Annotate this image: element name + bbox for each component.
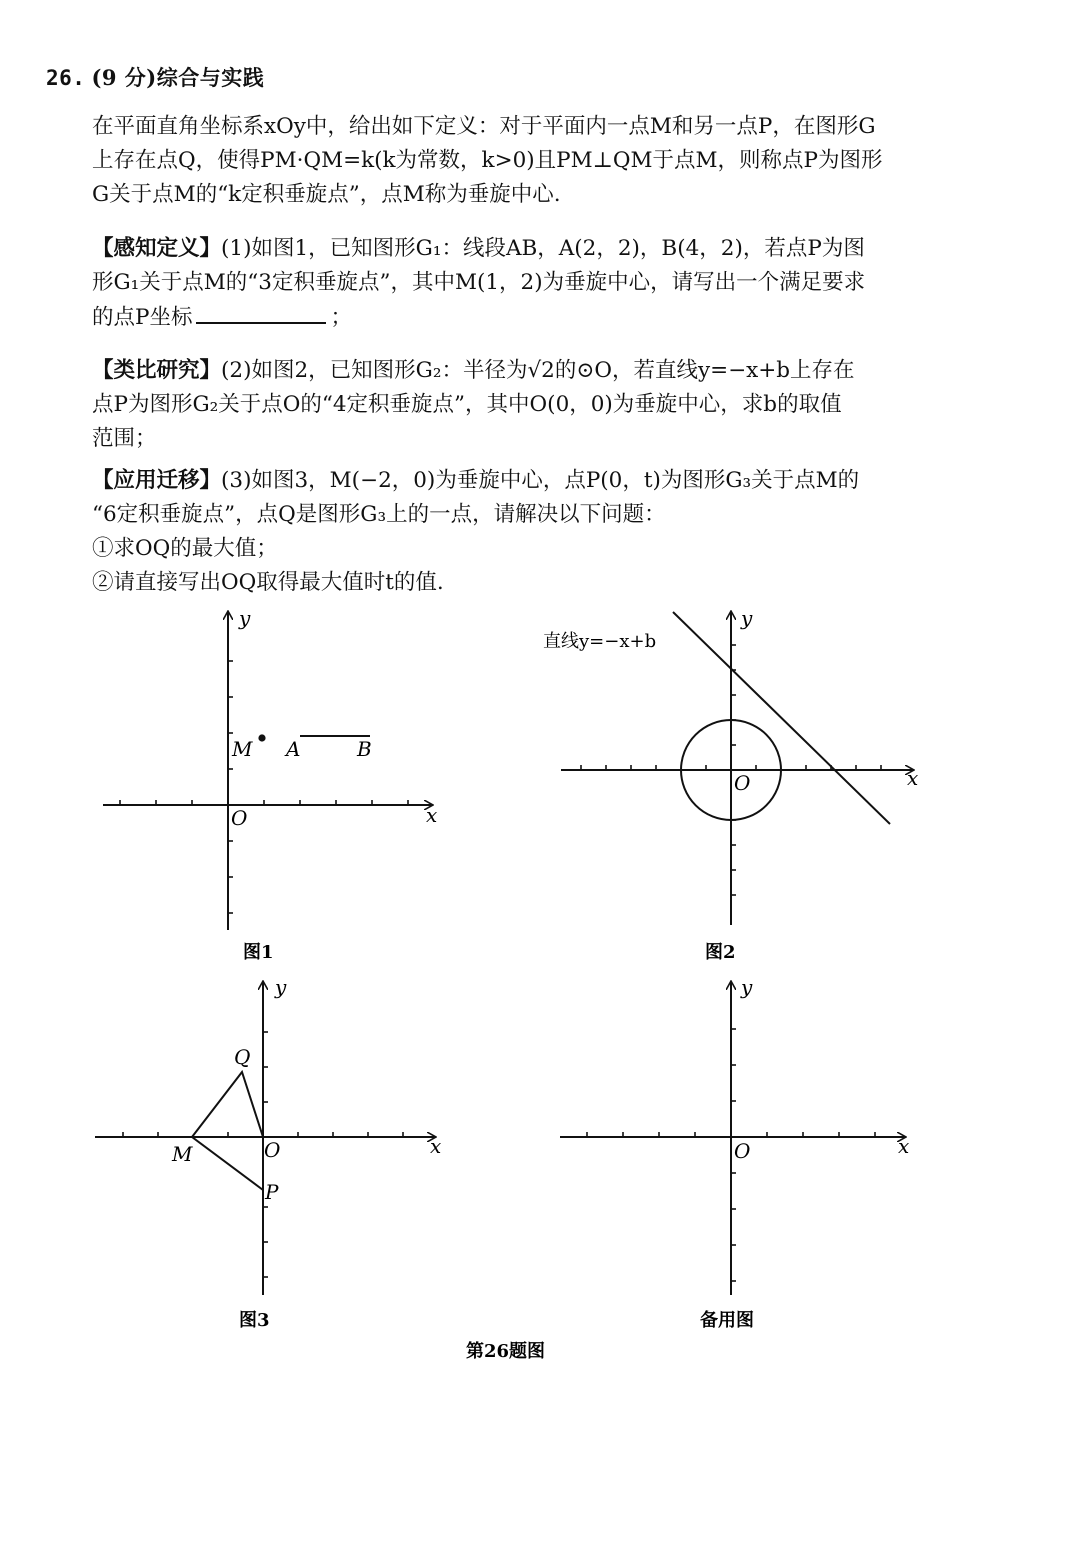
intro-line: 在平面直角坐标系xOy中，给出如下定义：对于平面内一点M和另一点P，在图形G [92,114,876,139]
fig2-y-label: y [741,606,753,630]
part1-paragraph [92,232,954,335]
intro-paragraph [92,110,954,212]
figure-backup [560,982,905,1295]
fig1-a-label: A [286,737,301,761]
part3-tag: 【应用迁移】 [92,468,222,493]
question-number: 26. [46,66,86,90]
part2-paragraph [92,354,954,456]
fig1-caption: 图1 [243,942,274,963]
fig3-origin-label: O [264,1138,281,1162]
part3-subquestion-1: ①求OQ的最大值； [92,536,278,561]
fig4-x-label: x [898,1134,910,1158]
fig3-p-label: P [265,1180,279,1204]
fig1-m-label: M [232,737,253,761]
fig4-origin-label: O [734,1139,751,1163]
fig3-x-label: x [430,1134,442,1158]
fig3-segment-mp [192,1137,263,1190]
fig3-y-label: y [275,975,287,999]
figures-area [0,600,1080,1390]
fig4-y-label: y [741,975,753,999]
part1-end: ； [330,305,352,330]
part3-paragraph [92,464,954,600]
fig3-caption: 图3 [239,1310,270,1331]
part2-line: (2)如图2，已知图形G₂：半径为√2的⊙O，若直线y=−x+b上存在 [221,358,855,383]
fig3-triangle-mqo [192,1072,263,1137]
part2-line: 点P为图形G₂关于点O的“4定积垂旋点”，其中O(0，0)为垂旋中心，求b的取值 [92,392,842,417]
fig4-caption: 备用图 [700,1310,754,1331]
part1-line: 的点P坐标 [92,305,193,330]
fig2-x-label: x [907,766,919,790]
fig1-b-label: B [357,737,372,761]
fig1-origin-label: O [231,806,248,830]
part1-tag: 【感知定义】 [92,236,222,261]
fig3-q-label: Q [234,1045,251,1069]
part1-line: (1)如图1，已知图形G₁：线段AB，A(2，2)，B(4，2)，若点P为图 [221,236,865,261]
fig1-point-m [259,735,264,740]
question-title: (9 分)综合与实践 [91,65,265,90]
part1-line: 形G₁关于点M的“3定积垂旋点”，其中M(1，2)为垂旋中心，请写出一个满足要求 [92,270,866,295]
fig2-caption: 图2 [705,942,736,963]
answer-blank[interactable] [196,300,326,324]
fig1-x-label: x [426,803,438,827]
figure-1 [103,612,432,930]
intro-line: 上存在点Q，使得PM·QM=k(k为常数，k>0)且PM⊥QM于点M，则称点P为图形 [92,148,883,173]
fig2-line-label: 直线y=−x+b [543,631,657,652]
figure-2 [561,612,913,925]
part3-line: “6定积垂旋点”，点Q是图形G₃上的一点，请解决以下问题： [92,502,666,527]
fig1-y-label: y [239,606,251,630]
overall-figure-caption: 第26题图 [466,1341,546,1362]
part2-line: 范围； [92,426,157,451]
part2-tag: 【类比研究】 [92,358,222,383]
part3-line: (3)如图3，M(−2，0)为垂旋中心，点P(0，t)为图形G₃关于点M的 [221,468,860,493]
intro-line: G关于点M的“k定积垂旋点”，点M称为垂旋中心. [92,182,561,207]
fig2-line-y-neg-x-plus-b [673,612,890,824]
fig3-m-label: M [172,1142,193,1166]
part3-subquestion-2: ②请直接写出OQ取得最大值时t的值. [92,570,444,595]
fig2-origin-label: O [734,771,751,795]
question-header [46,62,264,92]
